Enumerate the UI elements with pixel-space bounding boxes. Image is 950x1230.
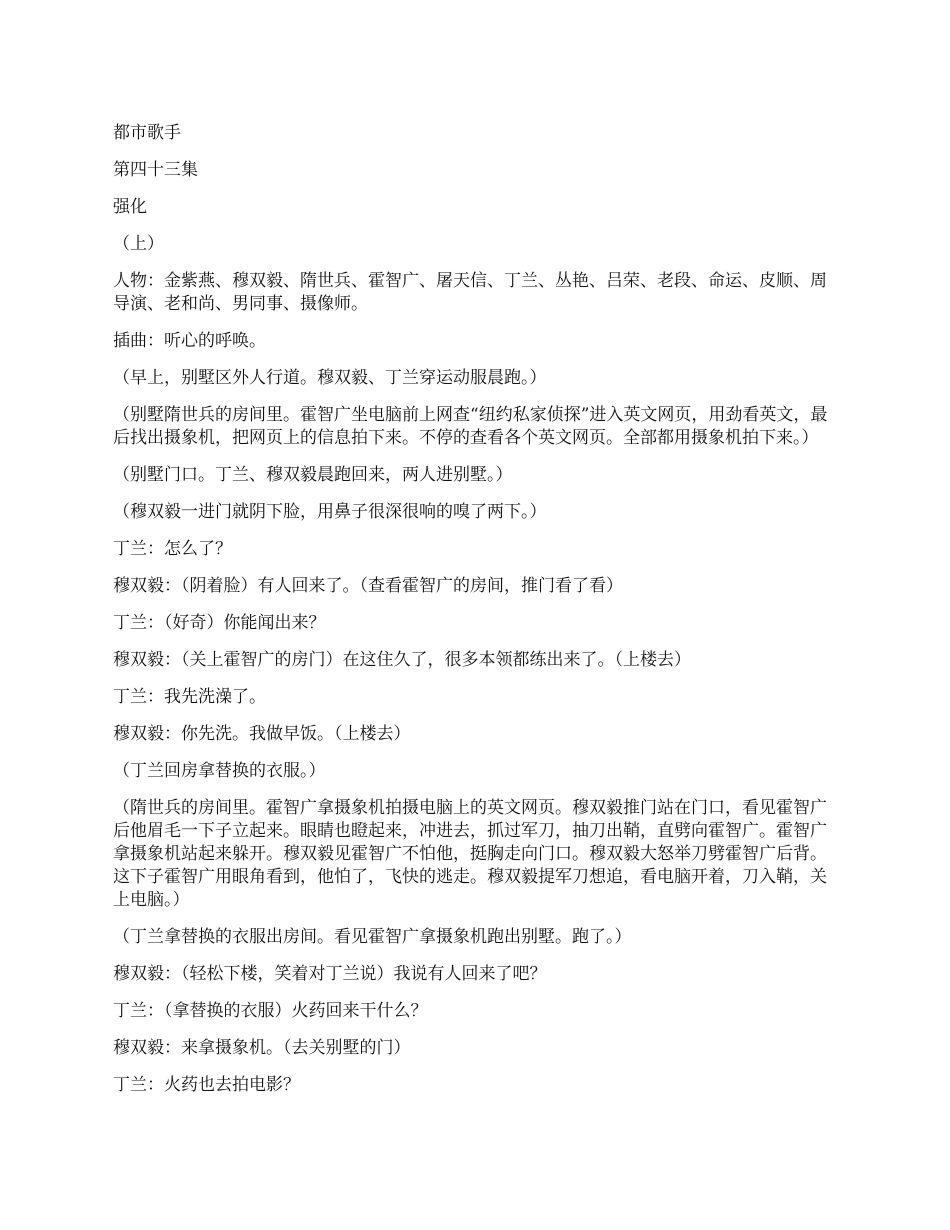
cast-list: 人物：金紫燕、穆双毅、隋世兵、霍智广、屠天信、丁兰、丛艳、吕荣、老段、命运、皮顺、周导演、老和尚、男同事、摄像师。 bbox=[113, 271, 827, 314]
stage-direction: （别墅隋世兵的房间里。霍智广坐电脑前上网查“纽约私家侦探”进入英文网页，用劲看英文，最后找出摄象机，把网页上的信息拍下来。不停的查看各个英文网页。全部都用摄象机拍下来。） bbox=[113, 405, 828, 448]
dialogue-line: 丁兰：火药也去拍电影？ bbox=[113, 1075, 300, 1095]
song-interlude: 插曲：听心的呼唤。 bbox=[113, 331, 266, 351]
stage-direction: （别墅门口。丁兰、穆双毅晨跑回来，两人进别墅。） bbox=[113, 465, 513, 485]
script-page bbox=[113, 122, 840, 1111]
drama-title: 都市歌手 bbox=[113, 123, 181, 143]
dialogue-line: 丁兰：（好奇）你能闻出来？ bbox=[113, 613, 326, 633]
stage-direction: （丁兰回房拿替换的衣服。） bbox=[113, 761, 326, 781]
dialogue-line: 穆双毅：（阴着脸）有人回来了。（查看霍智广的房间，推门看了看） bbox=[113, 576, 623, 596]
dialogue-line: 穆双毅：来拿摄象机。（去关别墅的门） bbox=[113, 1038, 411, 1058]
stage-direction: （丁兰拿替换的衣服出房间。看见霍智广拿摄象机跑出别墅。跑了。） bbox=[113, 927, 632, 947]
dialogue-line: 丁兰：怎么了？ bbox=[113, 539, 232, 559]
episode-number: 第四十三集 bbox=[113, 160, 198, 180]
stage-direction: （穆双毅一进门就阴下脸，用鼻子很深很响的嗅了两下。） bbox=[113, 502, 547, 522]
episode-title: 强化 bbox=[113, 197, 147, 217]
dialogue-line: 穆双毅：（轻松下楼，笑着对丁兰说）我说有人回来了吧？ bbox=[113, 964, 547, 984]
dialogue-line: 穆双毅：（关上霍智广的房门）在这住久了，很多本领都练出来了。（上楼去） bbox=[113, 650, 691, 670]
stage-direction: （隋世兵的房间里。霍智广拿摄象机拍摄电脑上的英文网页。穆双毅推门站在门口，看见霍智广后他眉毛一下子立起来。眼睛也瞪起来，冲进去，抓过军刀，抽刀出鞘，直劈向霍智广。霍智广拿摄象机站起来躲开。穆双毅见霍智广不怕他，挺胸走向门口。穆双毅大怒举刀劈霍智广后背。这下子霍智广用眼角看到，他怕了，飞快的逃走。穆双毅提军刀想追，看电脑开着，刀入鞘，关上电脑。） bbox=[113, 798, 827, 910]
dialogue-line: 丁兰：（拿替换的衣服）火药回来干什么？ bbox=[113, 1001, 428, 1021]
stage-direction: （早上，别墅区外人行道。穆双毅、丁兰穿运动服晨跑。） bbox=[113, 368, 547, 388]
dialogue-line: 丁兰：我先洗澡了。 bbox=[113, 687, 266, 707]
episode-part: （上） bbox=[113, 234, 164, 254]
dialogue-line: 穆双毅：你先洗。我做早饭。（上楼去） bbox=[113, 724, 411, 744]
